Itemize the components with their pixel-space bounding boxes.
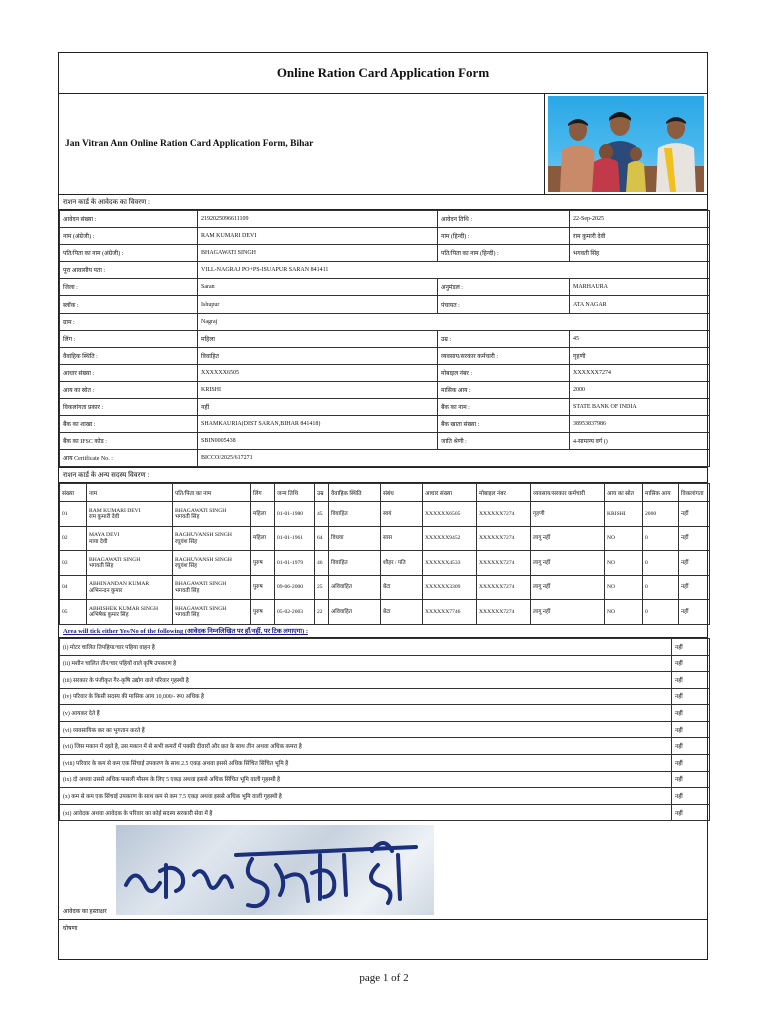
applicant-row <box>60 433 710 450</box>
field-value: 2000 <box>570 381 710 398</box>
signature-label: आवेदक का हस्ताक्षर <box>63 909 107 916</box>
applicant-row <box>60 381 710 398</box>
member-cell: लागू नहीं <box>531 526 605 551</box>
applicant-row <box>60 296 710 313</box>
field-value: MARHAURA <box>570 279 710 296</box>
member-cell: 22 <box>315 600 329 625</box>
member-cell: लागू नहीं <box>531 551 605 576</box>
condition-row <box>60 672 710 689</box>
field-label: जिला : <box>60 279 198 296</box>
field-value: SHAMKAURIA(DIST SARAN,BIHAR 841418) <box>198 416 438 433</box>
member-cell: पुरुष <box>251 551 275 576</box>
field-label: आय Certificate No. : <box>60 450 198 467</box>
member-cell: स्वयं <box>381 502 423 527</box>
member-cell: पुरुष <box>251 600 275 625</box>
applicant-row <box>60 262 710 279</box>
member-cell: सास <box>381 526 423 551</box>
field-value: भगवती सिंह <box>570 245 710 262</box>
field-value: XXXXXX7274 <box>570 364 710 381</box>
member-cell: 01-01-1979 <box>275 551 315 576</box>
member-cell: लागू नहीं <box>531 575 605 600</box>
field-label: आवेदन तिथि : <box>438 211 570 228</box>
condition-question: (iv) परिवार के किसी सदस्य की मासिक आय 10,000/- रू0 अधिक है <box>60 688 672 705</box>
members-section-title: राशन कार्ड के अन्य सदस्य विवरण : <box>59 467 707 483</box>
handwritten-signature <box>116 825 434 915</box>
member-cell: MAYA DEVI माया देवी <box>87 526 173 551</box>
member-cell: 0 <box>643 600 679 625</box>
condition-answer: नहीं <box>672 672 710 689</box>
applicant-row <box>60 211 710 228</box>
field-label: विकलांगता प्रकार : <box>60 399 198 416</box>
field-value: ATA NAGAR <box>570 296 710 313</box>
field-label: अनुमंडल : <box>438 279 570 296</box>
applicant-family-photo <box>548 96 704 192</box>
condition-row <box>60 655 710 672</box>
member-cell: नहीं <box>679 526 710 551</box>
condition-answer: नहीं <box>672 721 710 738</box>
member-cell: नहीं <box>679 502 710 527</box>
column-header: लिंग <box>251 484 275 502</box>
field-value: नहीं <box>198 399 438 416</box>
field-label: उम्र : <box>438 330 570 347</box>
member-cell: बेटा <box>381 600 423 625</box>
member-cell: 46 <box>315 551 329 576</box>
applicant-details-table <box>59 210 710 467</box>
condition-answer: नहीं <box>672 771 710 788</box>
field-label: पूरा आवासीय पता : <box>60 262 198 279</box>
field-label: बैंक का IFSC कोड : <box>60 433 198 450</box>
member-cell: KRISHI <box>605 502 643 527</box>
column-header: पति/पिता का नाम <box>173 484 251 502</box>
field-value: Saran <box>198 279 438 296</box>
page-number: page 1 of 2 <box>359 972 409 984</box>
column-header: विकलांगता <box>679 484 710 502</box>
field-value: KRISHI <box>198 381 438 398</box>
field-label: मोबाइल नंबर : <box>438 364 570 381</box>
field-label: वैवाहिक स्थिति : <box>60 347 198 364</box>
field-value: BICCO/2025/617271 <box>198 450 710 467</box>
applicant-signature-image <box>116 825 434 915</box>
member-row <box>60 551 710 576</box>
field-value: 45 <box>570 330 710 347</box>
condition-row <box>60 771 710 788</box>
member-cell: विवाहित <box>329 502 381 527</box>
column-header: नाम <box>87 484 173 502</box>
condition-row <box>60 738 710 755</box>
field-value: विवाहित <box>198 347 438 364</box>
member-cell: 05 <box>60 600 87 625</box>
column-header: व्यवसाय/सरकार कर्मचारी <box>531 484 605 502</box>
applicant-row <box>60 364 710 381</box>
conditions-title: Area will tick either Yes/No of the following (आवेदक निम्नलिखित पर हाँ/नहीं, पर टिक लगाएगा) : <box>59 625 707 638</box>
field-value: XXXXXX6505 <box>198 364 438 381</box>
declaration-label: घोषणा <box>63 926 78 933</box>
member-row <box>60 526 710 551</box>
member-cell: ABHISHEK KUMAR SINGH अभिषेक कुमार सिंह <box>87 600 173 625</box>
field-value: 38953837986 <box>570 416 710 433</box>
member-cell: अविवाहित <box>329 600 381 625</box>
field-label: व्यवसाय/सरकार कर्मचारी : <box>438 347 570 364</box>
field-label: आधार संख्या : <box>60 364 198 381</box>
field-value: BHAGAWATI SINGH <box>198 245 438 262</box>
member-cell: BHAGAWATI SINGH भगवती सिंह <box>173 575 251 600</box>
member-cell: लागू नहीं <box>531 600 605 625</box>
column-header: संख्या <box>60 484 87 502</box>
field-label: मासिक आय : <box>438 381 570 398</box>
member-cell: शौहर / पति <box>381 551 423 576</box>
member-cell: BHAGAWATI SINGH भगवती सिंह <box>173 600 251 625</box>
condition-answer: नहीं <box>672 788 710 805</box>
condition-row <box>60 804 710 821</box>
member-cell: NO <box>605 551 643 576</box>
member-cell: NO <box>605 575 643 600</box>
condition-question: (xi) आवेदक अथवा आवेदक के परिवार का कोई सदस्य सरकारी सेवा में है <box>60 804 672 821</box>
condition-answer: नहीं <box>672 738 710 755</box>
field-value: 22-Sep-2025 <box>570 211 710 228</box>
member-cell: 05-02-2003 <box>275 600 315 625</box>
member-cell: नहीं <box>679 575 710 600</box>
condition-answer: नहीं <box>672 638 710 655</box>
member-cell: NO <box>605 526 643 551</box>
field-label: आवेदन संख्या : <box>60 211 198 228</box>
member-cell: 01 <box>60 502 87 527</box>
member-cell: 45 <box>315 502 329 527</box>
member-cell: गृहणी <box>531 502 605 527</box>
member-cell: 0 <box>643 526 679 551</box>
member-row <box>60 502 710 527</box>
column-header: आधार संख्या <box>423 484 477 502</box>
field-value: Nagraj <box>198 313 710 330</box>
condition-answer: नहीं <box>672 804 710 821</box>
condition-question: (x) कम से कम एक सिंचाई उपकरण के साथ कम से कम 7.5 एकड़ अथवा इससे अधिक भूमि वाली गृहस्थी है <box>60 788 672 805</box>
field-label: ब्लॉक : <box>60 296 198 313</box>
form-title: Online Ration Card Application Form <box>59 53 707 94</box>
field-value: 2192025096611109 <box>198 211 438 228</box>
member-cell: 01-01-1980 <box>275 502 315 527</box>
applicant-row <box>60 228 710 245</box>
member-cell: XXXXXX7274 <box>477 502 531 527</box>
member-cell: विवाहित <box>329 551 381 576</box>
field-label: पति/पिता का नाम (हिन्दी) : <box>438 245 570 262</box>
applicant-row <box>60 330 710 347</box>
column-header: आय का स्रोत <box>605 484 643 502</box>
field-label: बैंक का शाखा : <box>60 416 198 433</box>
condition-answer: नहीं <box>672 655 710 672</box>
condition-question: (vi) व्यवसायिक कर का भुगतान करते हैं <box>60 721 672 738</box>
member-row <box>60 600 710 625</box>
member-cell: 03 <box>60 551 87 576</box>
field-value: महिला <box>198 330 438 347</box>
member-cell: BHAGAWATI SINGH भगवती सिंह <box>87 551 173 576</box>
member-cell: 02 <box>60 526 87 551</box>
column-header: मोबाइल नंबर <box>477 484 531 502</box>
applicant-row <box>60 347 710 364</box>
applicant-section-title: राशन कार्ड के आवेदक का विवरण : <box>59 195 707 210</box>
family-photo-illustration <box>548 96 704 192</box>
column-header: मासिक आय <box>643 484 679 502</box>
member-cell: RAGHUVANSH SINGH रघुवंश सिंह <box>173 526 251 551</box>
field-label: ग्राम : <box>60 313 198 330</box>
condition-question: (vii) जिस मकान में रहते है, उस मकान में से सभी कमरों में पक्की दीवारों और छत के साथ तीन अथवा अधिक कमरा है <box>60 738 672 755</box>
member-cell: नहीं <box>679 600 710 625</box>
field-label: बैंक खाता संख्या : <box>438 416 570 433</box>
field-value: 4-सामान्य वर्ग () <box>570 433 710 450</box>
field-value: गृहणी <box>570 347 710 364</box>
applicant-row <box>60 279 710 296</box>
field-label: नाम (हिन्दी) : <box>438 228 570 245</box>
member-cell: अविवाहित <box>329 575 381 600</box>
member-cell: नहीं <box>679 551 710 576</box>
form-subtitle: Jan Vitran Ann Online Ration Card Application Form, Bihar <box>59 94 545 194</box>
member-cell: ABHINANDAN KUMAR अभिनन्दन कुमार <box>87 575 173 600</box>
applicant-row <box>60 450 710 467</box>
column-header: वैवाहिक स्थिति <box>329 484 381 502</box>
condition-answer: नहीं <box>672 755 710 772</box>
member-cell: XXXXXX7274 <box>477 600 531 625</box>
member-cell: XXXXXX9452 <box>423 526 477 551</box>
member-cell: महिला <box>251 502 275 527</box>
applicant-row <box>60 313 710 330</box>
signature-area <box>59 821 707 920</box>
condition-question: (i) मोटर चालित तिपहिया/चार पहिया वाहन है <box>60 638 672 655</box>
condition-row <box>60 721 710 738</box>
member-cell: XXXXXX4533 <box>423 551 477 576</box>
member-cell: RAM KUMARI DEVI राम कुमारी देवी <box>87 502 173 527</box>
application-form <box>58 52 708 960</box>
condition-row <box>60 705 710 722</box>
member-cell: XXXXXX7274 <box>477 575 531 600</box>
condition-row <box>60 788 710 805</box>
condition-row <box>60 755 710 772</box>
field-value: RAM KUMARI DEVI <box>198 228 438 245</box>
member-cell: 04 <box>60 575 87 600</box>
member-cell: विधवा <box>329 526 381 551</box>
field-label: आय का स्रोत : <box>60 381 198 398</box>
member-cell: RAGHUVANSH SINGH रघुवंश सिंह <box>173 551 251 576</box>
field-value: STATE BANK OF INDIA <box>570 399 710 416</box>
applicant-row <box>60 245 710 262</box>
condition-question: (ii) मशीन चालित तीन/चार पहियों वाले कृषि उपकरण है <box>60 655 672 672</box>
field-label: लिंग : <box>60 330 198 347</box>
field-label: पंचायत : <box>438 296 570 313</box>
field-label: जाति श्रेणी : <box>438 433 570 450</box>
member-cell: XXXXXX3309 <box>423 575 477 600</box>
member-cell: 2000 <box>643 502 679 527</box>
member-cell: 0 <box>643 575 679 600</box>
member-cell: 25 <box>315 575 329 600</box>
member-cell: XXXXXX7274 <box>477 526 531 551</box>
member-cell: बेटा <box>381 575 423 600</box>
condition-answer: नहीं <box>672 688 710 705</box>
member-cell: 09-06-2000 <box>275 575 315 600</box>
condition-question: (v) आयकर देते हैं <box>60 705 672 722</box>
member-cell: 0 <box>643 551 679 576</box>
member-cell: XXXXXX7274 <box>477 551 531 576</box>
field-label: नाम (अंग्रेजी) : <box>60 228 198 245</box>
field-value: Ishupur <box>198 296 438 313</box>
member-cell: महिला <box>251 526 275 551</box>
field-label: पति/पिता का नाम (अंग्रेजी) : <box>60 245 198 262</box>
member-cell: NO <box>605 600 643 625</box>
members-table <box>59 483 710 625</box>
condition-question: (iii) सरकार के पंजीकृत गैर-कृषि उद्योग वाले परिवार गृहस्थी है <box>60 672 672 689</box>
field-value: VILL-NAGRAJ PO+PS-ISUAPUR SARAN 841411 <box>198 262 710 279</box>
member-cell: 64 <box>315 526 329 551</box>
condition-question: (viii) परिवार के कम से कम एक सिंचाई उपकरण के साथ 2.5 एकड़ अथवा इससे अधिक सिंचित सिंचित भूमि है <box>60 755 672 772</box>
column-header: संबंध <box>381 484 423 502</box>
member-cell: XXXXXX6505 <box>423 502 477 527</box>
member-cell: BHAGAWATI SINGH भगवती सिंह <box>173 502 251 527</box>
field-label: बैंक का नाम : <box>438 399 570 416</box>
condition-row <box>60 688 710 705</box>
member-row <box>60 575 710 600</box>
column-header: उम्र <box>315 484 329 502</box>
field-value: राम कुमारी देवी <box>570 228 710 245</box>
applicant-row <box>60 416 710 433</box>
member-cell: पुरुष <box>251 575 275 600</box>
member-cell: 01-01-1961 <box>275 526 315 551</box>
field-value: SBIN0005438 <box>198 433 438 450</box>
form-header <box>59 94 707 195</box>
applicant-row <box>60 399 710 416</box>
condition-row <box>60 638 710 655</box>
conditions-table <box>59 638 710 822</box>
member-cell: XXXXXX7746 <box>423 600 477 625</box>
condition-question: (ix) दो अथवा उससे अधिक फसली मौसम के लिए 5 एकड़ अथवा इससे अधिक सिंचित भूमि वाली गृहस्थी है <box>60 771 672 788</box>
condition-answer: नहीं <box>672 705 710 722</box>
column-header: जन्म तिथि <box>275 484 315 502</box>
